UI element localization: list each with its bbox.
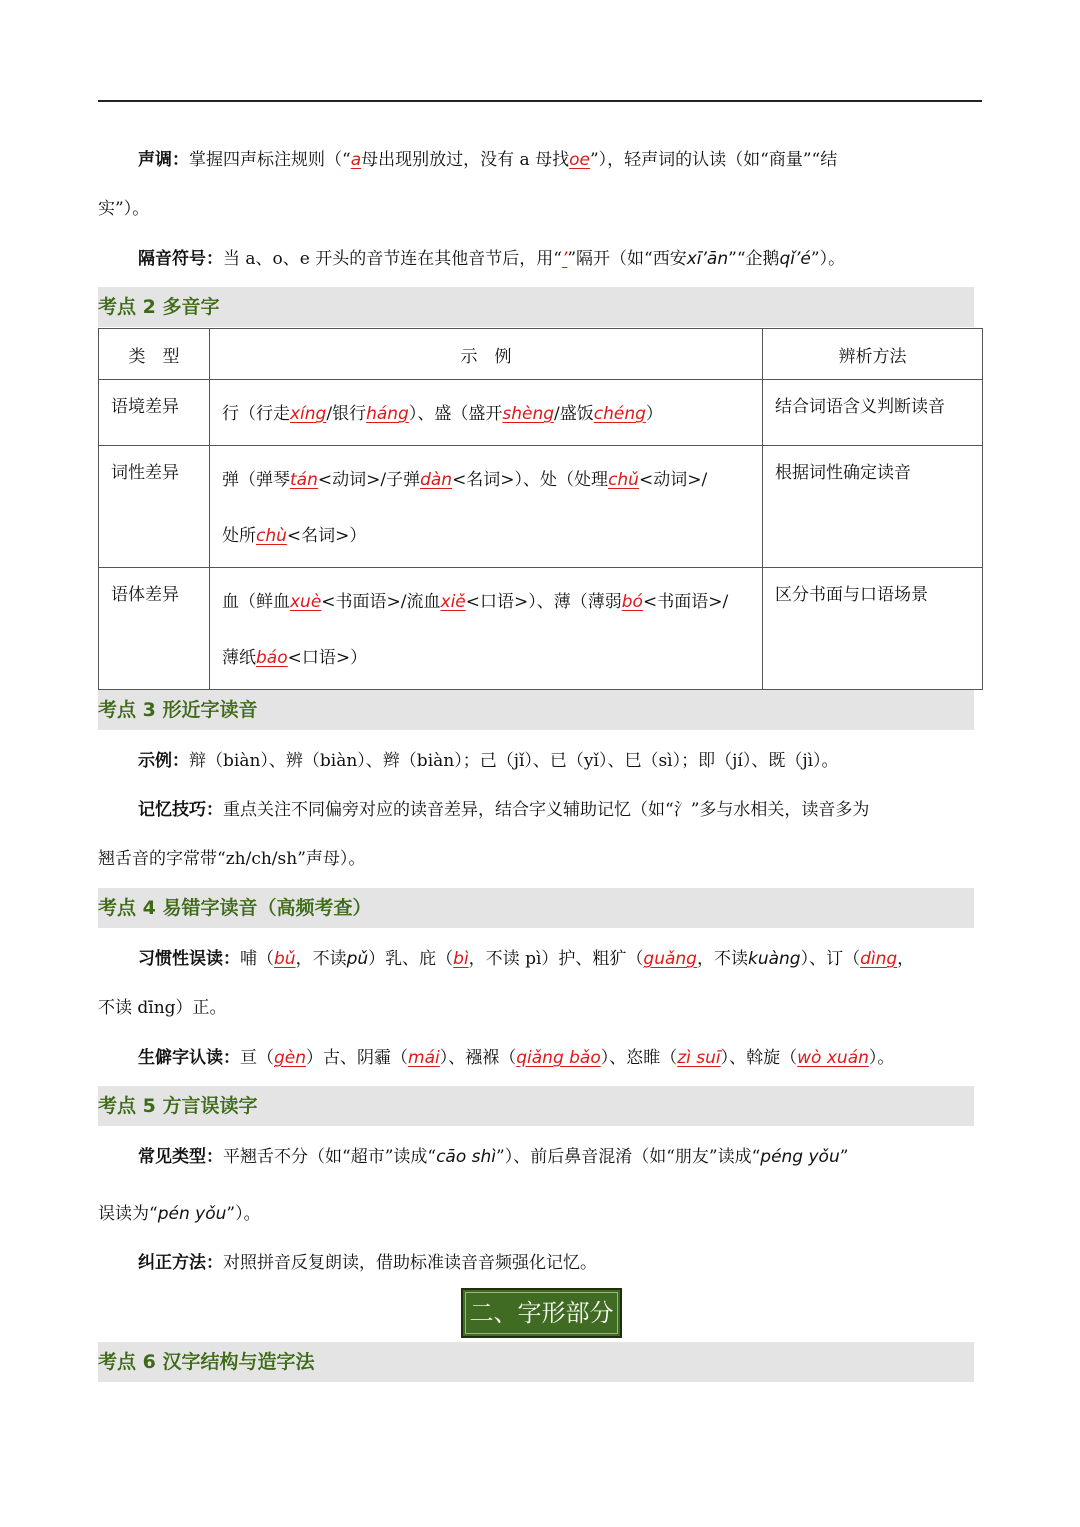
common-types-paragraph: 常见类型：平翘舌不分（如“超市”读成“cāo shì”）、前后鼻音混淆（如“朋友”读成“péng yǒu”	[138, 1147, 849, 1167]
table-row	[99, 446, 983, 568]
table-row	[99, 380, 983, 446]
row-example: 行（行走xíng/银行háng）、盛（盛开shèng/盛饭chéng）	[222, 404, 663, 424]
examples-paragraph: 示例：辩（biàn）、辨（biàn）、辫（biàn）；己（jǐ）、已（yǐ）、巳（sì）；即（jí）、既（jì）。	[138, 751, 839, 771]
answer-blank: ’	[561, 249, 568, 269]
row-type: 词性差异	[111, 463, 179, 483]
row-type: 语境差异	[111, 397, 179, 417]
tone-paragraph-cont: 实”）。	[98, 199, 150, 219]
answer-blank: a	[350, 150, 362, 170]
table-header: 示 例	[210, 329, 763, 380]
syllable-separator-paragraph: 隔音符号：当 a、o、e 开头的音节连在其他音节后，用“’”隔开（如“西安xī’ān”“企鹅qǐ’é”）。	[138, 249, 846, 269]
habitual-misreading-paragraph: 习惯性误读：哺（bǔ，不读pǔ）乳、庇（bì，不读 pì）护、粗犷（guǎng，不读kuàng）、订（dìng，	[138, 949, 915, 969]
table-header: 辨析方法	[763, 329, 983, 380]
section-heading-6: 考点 6 汉字结构与造字法	[98, 1342, 974, 1382]
table-header-row	[99, 329, 983, 380]
table-row	[99, 568, 983, 690]
common-types-cont: 误读为“pén yǒu”）。	[98, 1204, 261, 1224]
correction-method-paragraph: 纠正方法：对照拼音反复朗读，借助标准读音音频强化记忆。	[138, 1253, 597, 1273]
row-method: 根据词性确定读音	[775, 463, 911, 483]
row-method: 结合词语含义判断读音	[775, 397, 945, 417]
rare-characters-paragraph: 生僻字认读：亘（gèn）古、阴霾（mái）、襁褓（qiǎng bǎo）、恣睢（zì suī）、斡旋（wò xuán）。	[138, 1048, 895, 1068]
memory-tip-paragraph-cont: 翘舌音的字常带“zh/ch/sh”声母）。	[98, 849, 366, 869]
memory-tip-paragraph: 记忆技巧：重点关注不同偏旁对应的读音差异，结合字义辅助记忆（如“氵”多与水相关，读音多为	[138, 800, 870, 820]
part-title-badge: 二、字形部分	[461, 1288, 622, 1338]
row-example: 弹（弹琴tán<动词>/子弹dàn<名词>）、处（处理chǔ<动词>/ 处所chù<名词>）	[210, 446, 763, 568]
polyphone-table	[98, 328, 983, 690]
section-heading-5: 考点 5 方言误读字	[98, 1086, 974, 1126]
table-header: 类 型	[99, 329, 210, 380]
tone-label: 声调：	[138, 150, 189, 170]
section-heading-4: 考点 4 易错字读音（高频考查）	[98, 888, 974, 928]
answer-blank: oe	[569, 150, 590, 170]
section-heading-2: 考点 2 多音字	[98, 287, 974, 327]
row-method: 区分书面与口语场景	[775, 585, 928, 605]
row-type: 语体差异	[111, 585, 179, 605]
tone-paragraph: 声调：掌握四声标注规则（“a母出现别放过，没有 a 母找oe”），轻声词的认读（如“商量”“结	[138, 150, 838, 170]
habitual-misreading-cont: 不读 dīng）正。	[98, 998, 227, 1018]
header-rule	[98, 100, 982, 102]
separator-label: 隔音符号：	[138, 249, 223, 269]
section-heading-3: 考点 3 形近字读音	[98, 690, 974, 730]
row-example: 血（鲜血xuè<书面语>/流血xiě<口语>）、薄（薄弱bó<书面语>/ 薄纸báo<口语>）	[210, 568, 763, 690]
